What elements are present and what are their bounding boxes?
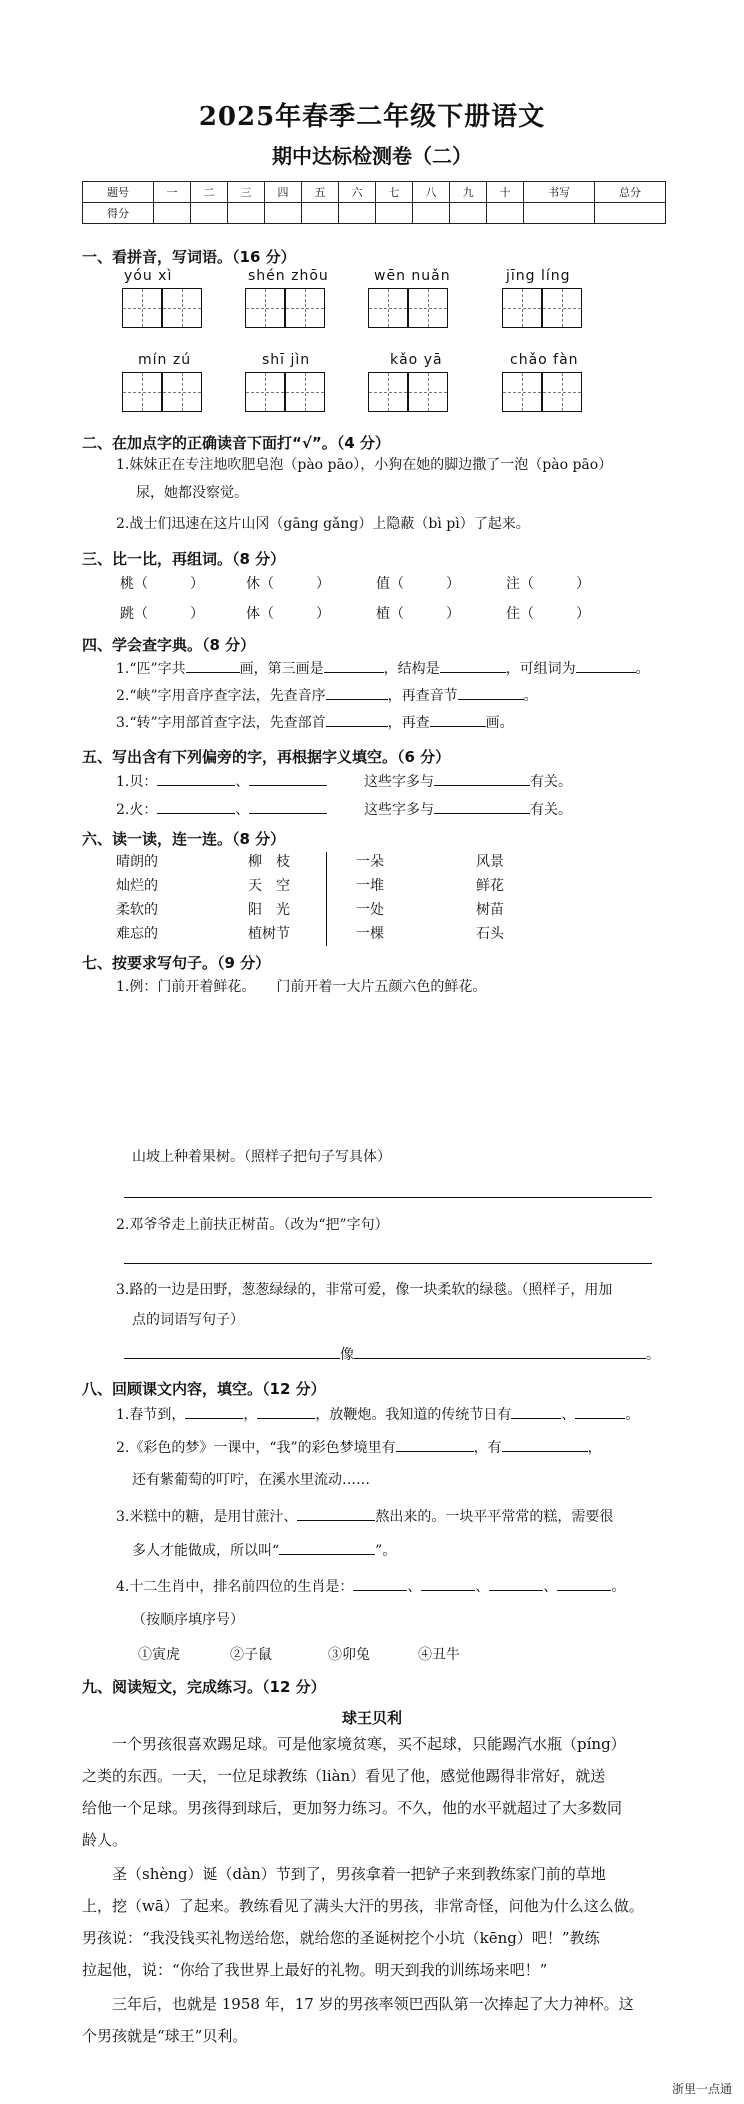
q-text: 2.《彩色的梦》一课中，“我”的彩色梦境里有 bbox=[116, 1440, 396, 1456]
compare-word-item[interactable]: 值（ ） bbox=[376, 576, 460, 592]
story-line: 之类的东西。一天，一位足球教练（liàn）看见了他，感觉他踢得非常好，就送 bbox=[82, 1767, 606, 1785]
section-4-heading: 四、学会查字典。（8 分） bbox=[82, 636, 256, 654]
zodiac-option: ④丑牛 bbox=[418, 1647, 460, 1663]
q-text: 。 bbox=[523, 688, 538, 704]
pinyin-label: shén zhōu bbox=[248, 268, 329, 284]
s7-question-3-answer: 像 。 bbox=[124, 1344, 660, 1365]
answer-blank[interactable] bbox=[186, 658, 240, 673]
story-line: 龄人。 bbox=[82, 1831, 128, 1849]
section-6-heading: 六、读一读，连一连。（8 分） bbox=[82, 830, 286, 848]
answer-blank[interactable] bbox=[511, 1404, 561, 1419]
section-2-heading: 二、在加点字的正确读音下面打“√”。（4 分） bbox=[82, 434, 390, 452]
q-text: 4.十二生肖中，排名前四位的生肖是： bbox=[116, 1579, 354, 1595]
match-item[interactable]: 鲜花 bbox=[476, 878, 504, 894]
answer-blank[interactable] bbox=[157, 771, 235, 786]
table-cell: 书写 bbox=[524, 182, 595, 203]
q-text: 像 bbox=[340, 1347, 354, 1363]
q-text: 画，第三画是 bbox=[239, 661, 324, 677]
compare-word-item[interactable]: 体（ ） bbox=[246, 606, 330, 622]
match-item[interactable]: 柳 枝 bbox=[248, 854, 290, 870]
answer-blank[interactable] bbox=[324, 658, 384, 673]
story-paragraph-3 bbox=[82, 1988, 672, 2052]
match-item[interactable]: 风景 bbox=[476, 854, 504, 870]
section-9-heading: 九、阅读短文，完成练习。（12 分） bbox=[82, 1678, 326, 1696]
zodiac-option: ③卯兔 bbox=[328, 1647, 370, 1663]
s2-question-1-cont: 尿，她都没察觉。 bbox=[136, 485, 248, 501]
q-text: ”。 bbox=[375, 1543, 397, 1559]
q-text: 、 bbox=[475, 1579, 490, 1595]
answer-blank[interactable] bbox=[575, 1404, 625, 1419]
footer-watermark: 浙里一点通 bbox=[671, 2082, 732, 2096]
answer-line[interactable] bbox=[124, 1197, 652, 1198]
match-item[interactable]: 植树节 bbox=[248, 926, 290, 942]
q-text: 有关。 bbox=[530, 774, 572, 790]
pinyin-label: chǎo fàn bbox=[510, 352, 579, 368]
table-cell: 二 bbox=[190, 182, 227, 203]
story-line: 给他一个足球。男孩得到球后，更加努力练习。不久，他的水平就超过了大多数同 bbox=[82, 1799, 623, 1817]
answer-blank[interactable] bbox=[502, 1437, 588, 1452]
zodiac-option: ②子鼠 bbox=[230, 1647, 272, 1663]
answer-blank[interactable] bbox=[249, 799, 327, 814]
pinyin-label: mín zú bbox=[138, 352, 192, 368]
writing-grid-box[interactable] bbox=[285, 288, 325, 328]
q-text: ，结构是 bbox=[383, 661, 440, 677]
s8-question-4-note: （按顺序填序号） bbox=[132, 1612, 244, 1628]
match-item[interactable]: 天 空 bbox=[248, 878, 290, 894]
writing-grid-box[interactable] bbox=[285, 372, 325, 412]
q-text: 2.火： bbox=[116, 802, 158, 818]
answer-blank[interactable] bbox=[354, 1344, 646, 1359]
s8-question-3-cont bbox=[132, 1540, 396, 1561]
score-input-cell[interactable] bbox=[413, 203, 450, 224]
q-text: ，可组词为 bbox=[505, 661, 576, 677]
q-text: 3.米糕中的糖，是用甘蔗汁、 bbox=[116, 1509, 298, 1525]
s4-question-3 bbox=[116, 712, 514, 733]
q-text: 画。 bbox=[485, 715, 514, 731]
score-input-cell[interactable] bbox=[487, 203, 524, 224]
story-line: 拉起他，说：“你给了我世界上最好的礼物。明天到我的训练场来吧！” bbox=[82, 1961, 548, 1979]
table-cell: 三 bbox=[227, 182, 264, 203]
writing-grid-box[interactable] bbox=[162, 288, 202, 328]
s8-question-2 bbox=[116, 1437, 602, 1458]
writing-grid-box[interactable] bbox=[502, 372, 542, 412]
q-text: 2.“峡”字用音序查字法，先查音序 bbox=[116, 688, 326, 704]
answer-blank[interactable] bbox=[353, 1576, 407, 1591]
answer-blank[interactable] bbox=[440, 658, 506, 673]
s5-question-1-tail bbox=[364, 771, 572, 792]
pinyin-label: jīng líng bbox=[506, 268, 571, 284]
q-text: 。 bbox=[635, 661, 650, 677]
pinyin-label: yóu xì bbox=[124, 268, 173, 284]
score-input-cell[interactable] bbox=[190, 203, 227, 224]
answer-blank[interactable] bbox=[249, 771, 327, 786]
writing-grid-box[interactable] bbox=[368, 372, 408, 412]
compare-word-item[interactable]: 植（ ） bbox=[376, 606, 460, 622]
exam-title: 2025年春季二年级下册语文 bbox=[198, 102, 546, 132]
story-line: 三年后，也就是 1958 年，17 岁的男孩率领巴西队第一次捧起了大力神杯。这 bbox=[112, 1995, 634, 2013]
compare-word-item[interactable]: 桃（ ） bbox=[120, 576, 204, 592]
match-column-nouns bbox=[248, 850, 290, 946]
pinyin-label: wēn nuǎn bbox=[374, 268, 451, 284]
table-cell: 题号 bbox=[83, 182, 154, 203]
story-line: 上，挖（wā）了起来。教练看见了满头大汗的男孩，非常奇怪，问他为什么这么做。 bbox=[82, 1897, 644, 1915]
s7-question-1: 山坡上种着果树。（照样子把句子写具体） bbox=[132, 1149, 391, 1165]
q-text: 有关。 bbox=[530, 802, 572, 818]
score-input-cell[interactable] bbox=[264, 203, 301, 224]
section-3-heading: 三、比一比，再组词。（8 分） bbox=[82, 550, 286, 568]
story-line: 男孩说：“我没钱买礼物送给您，就给您的圣诞树挖个小坑（kēng）吧！”教练 bbox=[82, 1929, 600, 1947]
answer-blank[interactable] bbox=[257, 1404, 315, 1419]
q-text: 。 bbox=[625, 1407, 640, 1423]
q-text: 1.“匹”字共 bbox=[116, 661, 186, 677]
q-text: 、 bbox=[407, 1579, 422, 1595]
score-input-cell[interactable] bbox=[595, 203, 666, 224]
answer-blank[interactable] bbox=[124, 1344, 340, 1359]
match-column-measure-words bbox=[356, 850, 384, 946]
writing-grid-box[interactable] bbox=[245, 372, 285, 412]
match-item[interactable]: 石头 bbox=[476, 926, 504, 942]
answer-blank[interactable] bbox=[279, 1540, 375, 1555]
score-input-cell[interactable] bbox=[227, 203, 264, 224]
writing-grid-box[interactable] bbox=[542, 288, 582, 328]
match-item[interactable]: 一处 bbox=[356, 902, 384, 918]
answer-blank[interactable] bbox=[396, 1437, 474, 1452]
exam-subtitle: 期中达标检测卷（二） bbox=[272, 144, 472, 168]
score-input-cell[interactable] bbox=[339, 203, 376, 224]
answer-blank[interactable] bbox=[297, 1506, 375, 1521]
q-text: 、 bbox=[543, 1579, 558, 1595]
score-input-cell[interactable] bbox=[302, 203, 339, 224]
compare-word-item[interactable]: 住（ ） bbox=[506, 606, 590, 622]
table-cell: 七 bbox=[376, 182, 413, 203]
match-item[interactable]: 一朵 bbox=[356, 854, 384, 870]
match-item[interactable]: 一堆 bbox=[356, 878, 384, 894]
match-item[interactable]: 阳 光 bbox=[248, 902, 290, 918]
q-text: 1.贝： bbox=[116, 774, 158, 790]
s8-question-4 bbox=[116, 1576, 625, 1597]
writing-grid-box[interactable] bbox=[408, 372, 448, 412]
q-text: 这些字多与 bbox=[364, 774, 434, 790]
table-cell: 六 bbox=[339, 182, 376, 203]
zodiac-option: ①寅虎 bbox=[138, 1647, 180, 1663]
match-column-objects bbox=[476, 850, 504, 946]
table-cell: 总分 bbox=[595, 182, 666, 203]
match-item[interactable]: 柔软的 bbox=[116, 902, 158, 918]
answer-blank[interactable] bbox=[458, 685, 524, 700]
q-text: 3.“转”字用部首查字法，先查部首 bbox=[116, 715, 326, 731]
score-table bbox=[82, 181, 666, 224]
pinyin-label: shī jìn bbox=[262, 352, 311, 368]
story-line: 个男孩就是“球王”贝利。 bbox=[82, 2027, 248, 2045]
table-cell: 得分 bbox=[83, 203, 154, 224]
table-cell: 四 bbox=[264, 182, 301, 203]
writing-grid-box[interactable] bbox=[245, 288, 285, 328]
q-text: ，有 bbox=[473, 1440, 502, 1456]
s7-question-3-cont: 点的词语写句子） bbox=[132, 1312, 244, 1328]
section-7-heading: 七、按要求写句子。（9 分） bbox=[82, 954, 271, 972]
s7-question-2: 2.邓爷爷走上前扶正树苗。（改为“把”字句） bbox=[116, 1217, 389, 1233]
s8-question-3 bbox=[116, 1506, 613, 1527]
s7-question-3: 3.路的一边是田野，葱葱绿绿的，非常可爱，像一块柔软的绿毯。（照样子，用加 bbox=[116, 1282, 613, 1298]
match-column-adjectives bbox=[116, 850, 158, 946]
q-text: 这些字多与 bbox=[364, 802, 434, 818]
s5-question-2-tail bbox=[364, 799, 572, 820]
score-input-cell[interactable] bbox=[524, 203, 595, 224]
pinyin-label: kǎo yā bbox=[390, 352, 443, 368]
table-cell: 十 bbox=[487, 182, 524, 203]
q-text: 、 bbox=[235, 802, 250, 818]
answer-blank[interactable] bbox=[326, 685, 388, 700]
answer-blank[interactable] bbox=[185, 1404, 243, 1419]
answer-blank[interactable] bbox=[430, 712, 486, 727]
section-8-heading: 八、回顾课文内容，填空。（12 分） bbox=[82, 1380, 326, 1398]
score-table-header-row bbox=[83, 182, 666, 203]
q-text: ，再查音节 bbox=[387, 688, 458, 704]
q-text: ，放鞭炮。我知道的传统节日有 bbox=[315, 1407, 512, 1423]
compare-word-item[interactable]: 跳（ ） bbox=[120, 606, 204, 622]
s2-question-1: 1.妹妹正在专注地吹肥皂泡（pào pāo），小狗在她的脚边撒了一泡（pào pāo） bbox=[116, 457, 613, 473]
table-cell: 一 bbox=[153, 182, 190, 203]
story-paragraph-2 bbox=[82, 1858, 672, 1986]
column-divider bbox=[326, 852, 327, 946]
match-item[interactable]: 一棵 bbox=[356, 926, 384, 942]
answer-blank[interactable] bbox=[434, 771, 530, 786]
s4-question-1 bbox=[116, 658, 650, 679]
table-cell: 九 bbox=[450, 182, 487, 203]
writing-grid-box[interactable] bbox=[542, 372, 582, 412]
q-text: 、 bbox=[561, 1407, 576, 1423]
answer-blank[interactable] bbox=[326, 712, 388, 727]
q-text: ， bbox=[243, 1407, 258, 1423]
s2-question-2: 2.战士们迅速在这片山冈（gāng gǎng）上隐蔽（bì pì）了起来。 bbox=[116, 516, 530, 532]
score-input-cell[interactable] bbox=[153, 203, 190, 224]
score-input-cell[interactable] bbox=[450, 203, 487, 224]
s7-example: 1.例：门前开着鲜花。 门前开着一大片五颜六色的鲜花。 bbox=[116, 979, 487, 995]
story-line: 圣（shèng）诞（dàn）节到了，男孩拿着一把铲子来到教练家门前的草地 bbox=[112, 1865, 606, 1883]
story-paragraph-1 bbox=[82, 1728, 672, 1856]
match-item[interactable]: 晴朗的 bbox=[116, 854, 158, 870]
writing-grid-box[interactable] bbox=[122, 288, 162, 328]
writing-grid-box[interactable] bbox=[122, 372, 162, 412]
answer-blank[interactable] bbox=[157, 799, 235, 814]
s4-question-2 bbox=[116, 685, 538, 706]
score-input-cell[interactable] bbox=[376, 203, 413, 224]
score-table-score-row bbox=[83, 203, 666, 224]
compare-word-item[interactable]: 注（ ） bbox=[506, 576, 590, 592]
story-line: 一个男孩很喜欢踢足球。可是他家境贫寒，买不起球，只能踢汽水瓶（píng） bbox=[112, 1735, 626, 1753]
answer-line[interactable] bbox=[124, 1263, 652, 1264]
answer-blank[interactable] bbox=[489, 1576, 543, 1591]
q-text: 熬出来的。一块平平常常的糕，需要很 bbox=[375, 1509, 614, 1525]
section-5-heading: 五、写出含有下列偏旁的字，再根据字义填空。（6 分） bbox=[82, 748, 451, 766]
match-item[interactable]: 灿烂的 bbox=[116, 878, 158, 894]
q-text: 多人才能做成，所以叫“ bbox=[132, 1543, 280, 1559]
match-item[interactable]: 树苗 bbox=[476, 902, 504, 918]
story-title: 球王贝利 bbox=[341, 1709, 402, 1727]
q-text: 。 bbox=[611, 1579, 626, 1595]
q-text: ，再查 bbox=[387, 715, 430, 731]
writing-grid-box[interactable] bbox=[368, 288, 408, 328]
s8-question-2-cont: 还有紫葡萄的叮咛，在溪水里流动…… bbox=[132, 1472, 370, 1488]
s5-question-1 bbox=[116, 771, 327, 792]
writing-grid-box[interactable] bbox=[162, 372, 202, 412]
section-1-heading: 一、看拼音，写词语。（16 分） bbox=[82, 248, 296, 266]
answer-blank[interactable] bbox=[434, 799, 530, 814]
answer-blank[interactable] bbox=[421, 1576, 475, 1591]
writing-grid-box[interactable] bbox=[502, 288, 542, 328]
answer-blank[interactable] bbox=[557, 1576, 611, 1591]
answer-blank[interactable] bbox=[576, 658, 636, 673]
q-text: ， bbox=[587, 1440, 602, 1456]
s5-question-2 bbox=[116, 799, 327, 820]
compare-word-item[interactable]: 休（ ） bbox=[246, 576, 330, 592]
writing-grid-box[interactable] bbox=[408, 288, 448, 328]
s8-question-1 bbox=[116, 1404, 639, 1425]
q-text: 1.春节到， bbox=[116, 1407, 186, 1423]
table-cell: 五 bbox=[302, 182, 339, 203]
q-text: 、 bbox=[235, 774, 250, 790]
match-item[interactable]: 难忘的 bbox=[116, 926, 158, 942]
table-cell: 八 bbox=[413, 182, 450, 203]
